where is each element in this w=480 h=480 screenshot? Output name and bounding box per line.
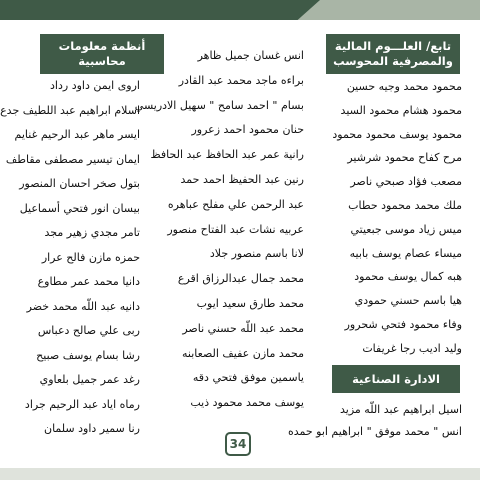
student-name: بتول صخر احسان المنصور: [19, 177, 140, 190]
student-name: محمود هشام محمود السيد: [340, 103, 462, 117]
student-name: مصعب فؤاد صبحي ناصر: [350, 175, 462, 189]
student-name: هبه كمال يوسف محمود: [354, 270, 462, 284]
student-name: محمد جمال عبدالرزاق اقرع: [177, 272, 304, 286]
accounting-section-header: أنظمة معلومات محاسبية: [40, 34, 164, 74]
student-name: يوسف محمد محمود ذيب: [190, 396, 304, 410]
student-name: وليد اديب رجا غريفات: [362, 341, 462, 355]
student-name: عبد الرحمن علي مفلح عباهره: [167, 197, 304, 211]
top-decor-bar: [0, 0, 480, 20]
student-name: رنا سمير داود سلمان: [44, 422, 140, 435]
student-name: بيسان انور فتحي أسماعيل: [19, 201, 140, 215]
student-name: محمد مازن عفيف الصعابنه: [182, 346, 304, 360]
student-name: محمد طارق سعيد ايوب: [196, 297, 304, 310]
student-name: ميس زياد موسى جبعيتي: [350, 222, 462, 236]
student-name: ياسمين موفق فتحي دقه: [192, 371, 304, 385]
bottom-decor-bar: [0, 468, 480, 480]
student-name: رشا بسام يوسف صبيح: [36, 348, 140, 362]
student-name: ايمان تيسير مصطفى مقاطف: [5, 152, 140, 166]
student-name: هيا باسم حسني حمودي: [354, 294, 462, 308]
student-name: حنان محمود احمد زعرور: [191, 123, 304, 137]
student-name: رنين عبد الحفيظ احمد حمد: [180, 173, 304, 186]
student-name: لانا باسم منصور جلاد: [209, 247, 304, 261]
student-name: دانيه عبد اللّه محمد خضر: [26, 299, 140, 313]
industrial-section-header: الادارة الصناعية: [332, 365, 460, 393]
student-name: محمود محمد وجيه حسين: [346, 80, 462, 93]
student-name: انس " محمد موفق " ابراهيم ابو حمده: [287, 425, 462, 438]
student-name: عربيه نشات عبد الفتاح منصور: [167, 222, 304, 236]
student-name: رماه اياد عبد الرحيم جراد: [24, 397, 140, 411]
student-name: اسلام ابراهيم عبد اللطيف جدع: [0, 103, 140, 117]
student-name: محمود يوسف محمود محمود: [332, 127, 462, 141]
student-name: براءه ماجد محمد عبد القادر: [178, 73, 304, 87]
student-name: ايسر ماهر عبد الرحيم غنايم: [14, 128, 140, 141]
student-name: اروى ايمن داود رداد: [50, 79, 140, 92]
student-name: رانية عمر عبد الحافظ عبد الحافظ: [150, 148, 304, 162]
student-name: بسام " احمد سامح " سهيل الادريسي: [134, 98, 304, 112]
student-name: وفاء محمود فتحي شحرور: [344, 318, 462, 331]
top-decor-bar-dark: [0, 0, 320, 20]
student-name: ملك محمد محمود حطاب: [348, 199, 462, 212]
student-name: مرح كفاح محمود شرشير: [347, 151, 462, 165]
student-name: ربى علي صالح دعباس: [37, 324, 140, 337]
finance-section-header: تابع/ العلـــوم المالية والمصرفية المحوسب: [326, 34, 460, 74]
student-name: انس غسان جميل ظاهر: [197, 49, 304, 62]
student-name: تامر مجدي زهير مجد: [44, 226, 140, 239]
student-name: رغد عمر جميل بلعاوي: [39, 373, 140, 386]
student-name: محمد عبد اللّه حسني ناصر: [182, 321, 304, 335]
student-name: حمزه مازن فالح عرار: [41, 250, 140, 264]
page-number: 34: [225, 432, 251, 456]
student-name: ميساء عصام يوسف بابيه: [349, 246, 462, 260]
student-name: اسيل ابراهيم عبد اللّه مزيد: [340, 403, 462, 416]
student-name: دانيا محمد عمر مطاوع: [37, 275, 140, 288]
